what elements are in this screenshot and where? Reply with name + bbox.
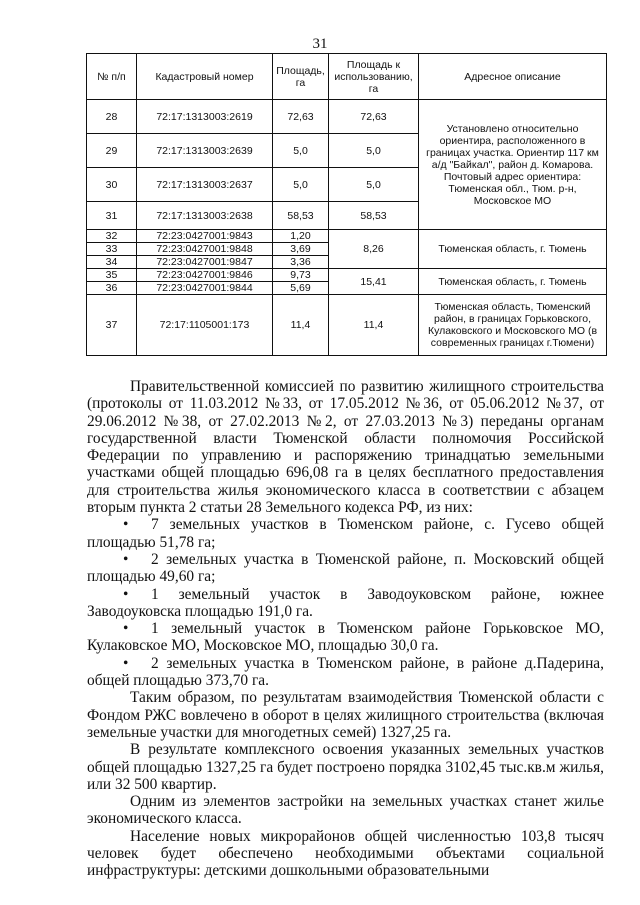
bullet-icon: •	[123, 654, 129, 672]
cell-num: 37	[87, 295, 137, 356]
cell-cadastral: 72:23:0427001:9848	[137, 243, 273, 256]
table-row	[87, 100, 607, 134]
cell-usable: 5,0	[329, 168, 419, 202]
header-area: Площадь, га	[273, 54, 329, 100]
page-number: 31	[312, 36, 328, 52]
cell-num: 28	[87, 100, 137, 134]
list-item	[87, 655, 604, 690]
table-header-row	[87, 54, 607, 100]
cell-cadastral: 72:17:1313003:2619	[137, 100, 273, 134]
cell-usable: 5,0	[329, 134, 419, 168]
cell-area: 11,4	[273, 295, 329, 356]
cell-usable: 8,26	[329, 230, 419, 269]
cell-address: Тюменская область, г. Тюмень	[419, 269, 607, 295]
cell-area: 3,36	[273, 256, 329, 269]
paragraph: Население новых микрорайонов общей численностью 103,8 тысяч человек будет обеспечено необходимыми объектами социальной инфраструктуры: детскими дошкольными образовательными	[87, 827, 604, 880]
paragraph: Правительственной комиссией по развитию жилищного строительства (протоколы от 11.03.2012 №33, от 17.05.2012 №36, от 05.06.2012 №37, от 29.06.2012 №38, от 27.02.2013 №2, от 27.03.2013 №3) переданы органам государственной власти Тюменской области полномочия Российской Федерации по управлению и распоряжению тринадцатью земельными участками общей площадью 696,08 га в целях бесплатного предоставления для строительства жилья экономического класса в соответствии с абзацем вторым пункта 2 статьи 28 Земельного кодекса РФ, из них:	[87, 378, 604, 517]
cell-cadastral: 72:17:1313003:2639	[137, 134, 273, 168]
list-item-text: 2 земельных участка в Тюменской районе, п. Московский общей площадью 49,60 га;	[87, 550, 604, 586]
cell-cadastral: 72:17:1105001:173	[137, 295, 273, 356]
list-item-text: 2 земельных участка в Тюменском районе, в районе д.Падерина, общей площадью 373,70 га.	[87, 654, 604, 690]
cell-area: 5,0	[273, 134, 329, 168]
cell-cadastral: 72:23:0427001:9847	[137, 256, 273, 269]
bullet-icon: •	[123, 516, 129, 534]
table-row	[87, 269, 607, 282]
list-item	[87, 620, 604, 655]
bullet-icon: •	[123, 620, 129, 638]
list-item	[87, 586, 604, 621]
body-text	[87, 378, 604, 880]
header-address: Адресное описание	[419, 54, 607, 100]
cell-num: 33	[87, 243, 137, 256]
header-usable-area: Площадь к использованию, га	[329, 54, 419, 100]
cell-address: Установлено относительно ориентира, расположенного в границах участка. Ориентир 117 км а/д "Байкал", район д. Комарова. Почтовый адрес ориентира: Тюменская обл., Тюм. р-н, Московское МО	[419, 100, 607, 230]
cell-usable: 58,53	[329, 202, 419, 230]
cell-address: Тюменская область, Тюменский район, в границах Горьковского, Кулаковского и Московского МО (в современных границах г.Тюмени)	[419, 295, 607, 356]
cell-num: 36	[87, 282, 137, 295]
list-item-text: 1 земельный участок в Заводоуковском районе, южнее Заводоуковска площадью 191,0 га.	[87, 585, 604, 620]
cell-area: 3,69	[273, 243, 329, 256]
cell-usable: 72,63	[329, 100, 419, 134]
cell-area: 1,20	[273, 230, 329, 243]
table-row	[87, 230, 607, 243]
cell-address: Тюменская область, г. Тюмень	[419, 230, 607, 269]
paragraph: Таким образом, по результатам взаимодействия Тюменской области с Фондом РЖС вовлечено в оборот в целях жилищного строительства (включая земельные участки для многодетных семей) 1327,25 га.	[87, 689, 604, 741]
cell-area: 9,73	[273, 269, 329, 282]
cell-usable: 15,41	[329, 269, 419, 295]
list-item	[87, 551, 604, 586]
bullet-icon: •	[123, 585, 129, 603]
bullet-icon: •	[123, 550, 129, 568]
cell-num: 31	[87, 202, 137, 230]
cell-num: 35	[87, 269, 137, 282]
cell-num: 32	[87, 230, 137, 243]
list-item-text: 7 земельных участков в Тюменском районе, с. Гусево общей площадью 51,78 га;	[87, 516, 604, 551]
cell-area: 5,69	[273, 282, 329, 295]
cell-area: 72,63	[273, 100, 329, 134]
paragraph: В результате комплексного освоения указанных земельных участков общей площадью 1327,25 га будет построено порядка 3102,45 тыс.кв.м жилья, или 32 500 квартир.	[87, 741, 604, 793]
list-item-text: 1 земельный участок в Тюменском районе Горьковское МО, Кулаковское МО, Московское МО, площадью 30,0 га.	[87, 620, 604, 655]
header-cadastral: Кадастровый номер	[137, 54, 273, 100]
land-plots-table	[86, 53, 607, 356]
cell-cadastral: 72:23:0427001:9843	[137, 230, 273, 243]
cell-num: 30	[87, 168, 137, 202]
paragraph: Одним из элементов застройки на земельных участках станет жилье экономического класса.	[87, 793, 604, 828]
cell-cadastral: 72:17:1313003:2638	[137, 202, 273, 230]
cell-usable: 11,4	[329, 295, 419, 356]
cell-num: 29	[87, 134, 137, 168]
cell-num: 34	[87, 256, 137, 269]
table-row	[87, 295, 607, 356]
list-item	[87, 516, 604, 551]
cell-area: 58,53	[273, 202, 329, 230]
cell-area: 5,0	[273, 168, 329, 202]
header-num: № п/п	[87, 54, 137, 100]
cell-cadastral: 72:23:0427001:9844	[137, 282, 273, 295]
cell-cadastral: 72:23:0427001:9846	[137, 269, 273, 282]
cell-cadastral: 72:17:1313003:2637	[137, 168, 273, 202]
